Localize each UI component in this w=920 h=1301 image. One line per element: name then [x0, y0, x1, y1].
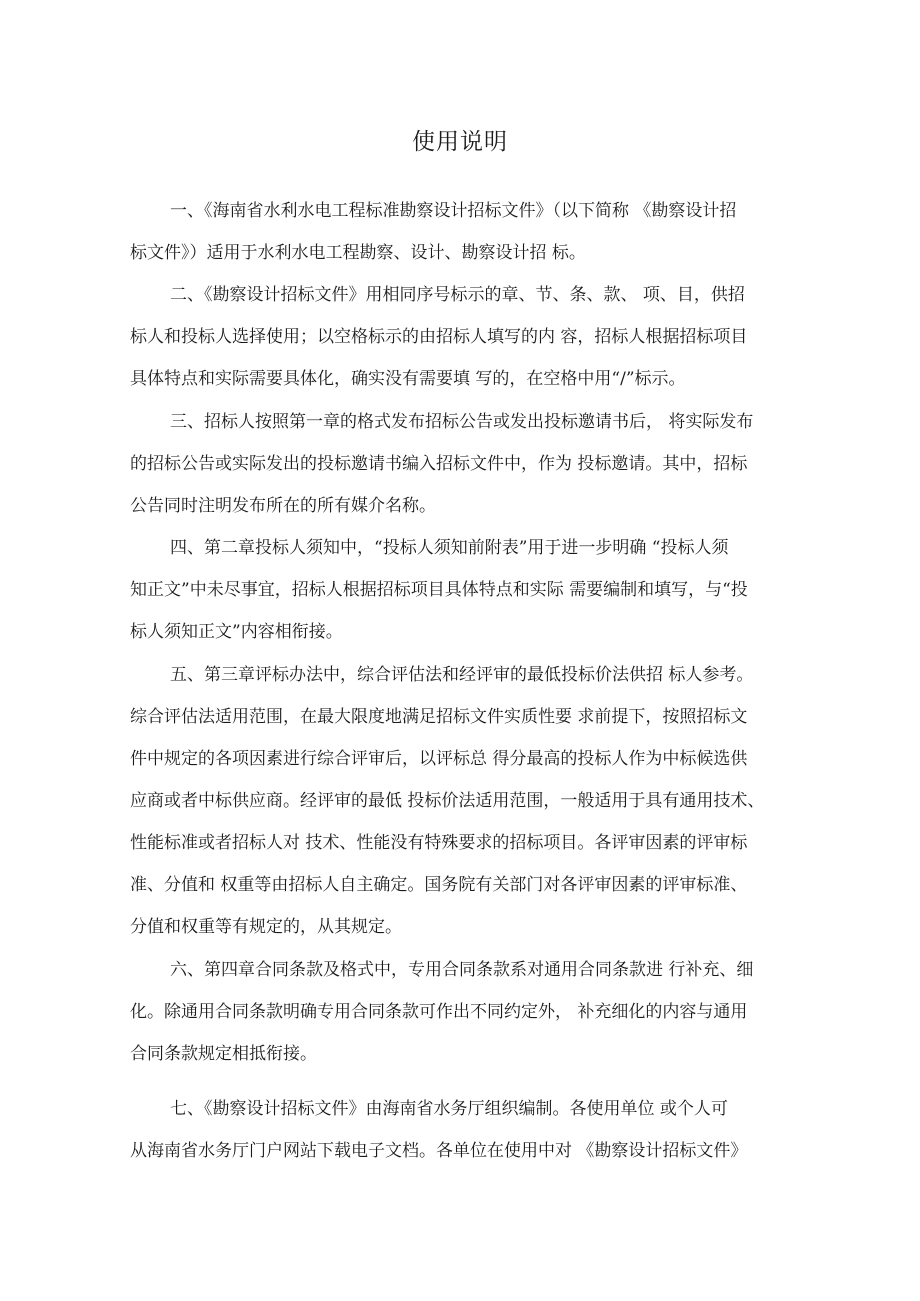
text-line: 应商或者中标供应商。经评审的最低 投标价法适用范围，一般适用于具有通用技术、	[130, 791, 765, 811]
text-line: 准、分值和 权重等由招标人自主确定。国务院有关部门对各评审因素的评审标准、	[130, 875, 748, 895]
paragraph-2	[130, 274, 820, 400]
text-line: 件中规定的各项因素进行综合评审后，以评标总 得分最高的投标人作为中标候选供	[130, 749, 748, 769]
text-line: 分值和权重等有规定的，从其规定。	[130, 917, 402, 937]
text-line: 具体特点和实际需要具体化，确实没有需要填 写的，在空格中用“/”标示。	[130, 369, 686, 389]
paragraph-3	[130, 401, 820, 527]
text-line: 合同条款规定相抵衔接。	[130, 1044, 317, 1064]
text-line: 标文件》）适用于水利水电工程勘察、设计、勘察设计招 标。	[130, 243, 586, 263]
text-line: 标人须知正文”内容相衔接。	[130, 622, 343, 642]
text-line: 四、第二章投标人须知中，“投标人须知前附表”用于进一步明确 “投标人须	[170, 538, 729, 558]
paragraph-7	[130, 1088, 820, 1172]
text-line: 公告同时注明发布所在的所有媒介名称。	[130, 496, 436, 516]
paragraph-1	[130, 190, 820, 274]
text-line: 七、《勘察设计招标文件》由海南省水务厅组织编制。各使用单位 或个人可	[170, 1099, 728, 1119]
text-line: 六、第四章合同条款及格式中，专用合同条款系对通用合同条款进 行补充、细	[170, 960, 754, 980]
text-line: 从海南省水务厅门户网站下载电子文档。各单位在使用中对 《勘察设计招标文件》	[130, 1141, 748, 1161]
text-line: 知正文”中未尽事宜，招标人根据招标项目具体特点和实际 需要编制和填写，与“投	[130, 580, 748, 600]
paragraph-5	[130, 654, 820, 948]
text-line: 标人和投标人选择使用；以空格标示的由招标人填写的内 容，招标人根据招标项目	[130, 327, 748, 347]
page-title: 使用说明	[412, 129, 508, 155]
text-line: 化。除通用合同条款明确专用合同条款可作出不同约定外， 补充细化的内容与通用	[130, 1002, 748, 1022]
text-line: 性能标准或者招标人对 技术、性能没有特殊要求的招标项目。各评审因素的评审标	[130, 833, 748, 853]
text-line: 三、招标人按照第一章的格式发布招标公告或发出投标邀请书后， 将实际发布	[170, 412, 754, 432]
paragraph-6	[130, 949, 820, 1075]
paragraph-4	[130, 527, 820, 653]
text-line: 的招标公告或实际发出的投标邀请书编入招标文件中，作为 投标邀请。其中，招标	[130, 454, 748, 474]
text-line: 综合评估法适用范围，在最大限度地满足招标文件实质性要 求前提下，按照招标文	[130, 707, 748, 727]
text-line: 五、第三章评标办法中，综合评估法和经评审的最低投标价法供招 标人参考。	[170, 665, 754, 685]
text-line: 二、《勘察设计招标文件》用相同序号标示的章、节、条、款、 项、目，供招	[170, 285, 745, 305]
text-line: 一、《海南省水利水电工程标准勘察设计招标文件》（以下简称 《勘察设计招	[170, 201, 737, 221]
